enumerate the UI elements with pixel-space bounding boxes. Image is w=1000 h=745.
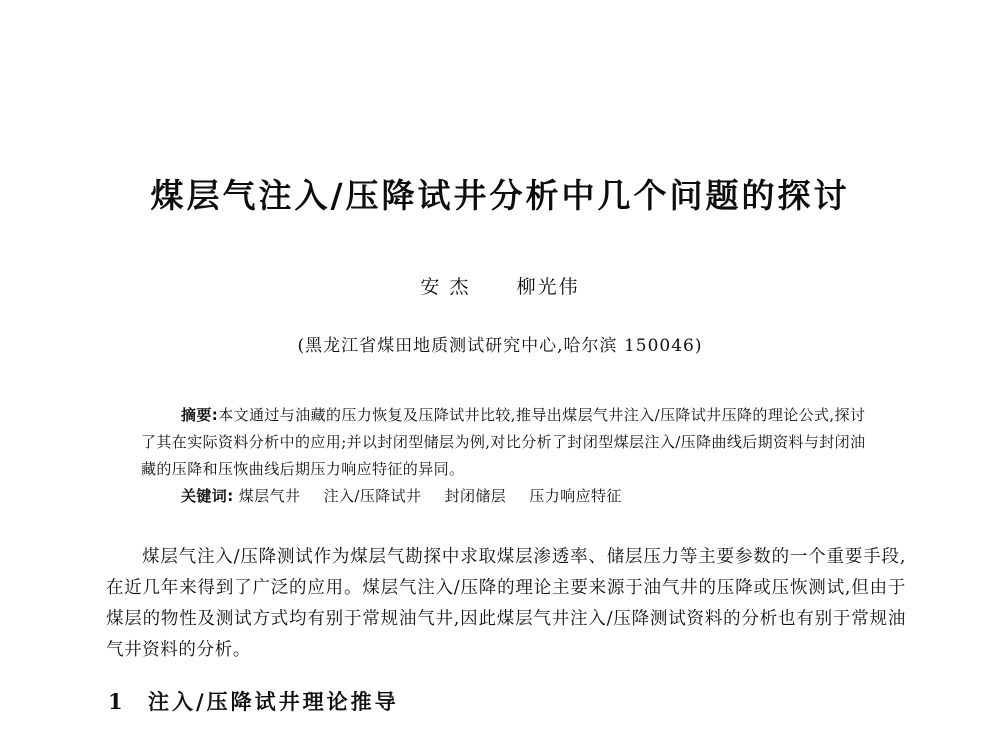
- keyword: 煤层气井: [238, 487, 301, 505]
- abstract-text: 本文通过与油藏的压力恢复及压降试井比较,推导出煤层气井注入/压降试井压降的理论公式,探讨了其在实际资料分析中的应用;并以封闭型储层为例,对比分析了封闭型煤层注入/压降曲线后期资料与封闭油藏的压降和压恢曲线后期压力响应特征的异同。: [141, 406, 866, 478]
- keywords-label: 关键词:: [181, 487, 234, 505]
- keyword: 注入/压降试井: [323, 487, 422, 505]
- section-heading: [108, 686, 399, 716]
- section-title: 注入/压降试井理论推导: [148, 689, 399, 714]
- keywords-line: [181, 485, 871, 506]
- author-name: 柳光伟: [516, 276, 580, 298]
- author-affiliation: (黑龙江省煤田地质测试研究中心,哈尔滨 150046): [297, 336, 703, 356]
- section-number: 1: [108, 689, 126, 714]
- paper-title: 煤层气注入/压降试井分析中几个问题的探讨: [150, 176, 850, 215]
- author-name: 安 杰: [420, 276, 471, 298]
- author-list: [0, 272, 1000, 299]
- body-paragraph: 煤层气注入/压降测试作为煤层气勘探中求取煤层渗透率、储层压力等主要参数的一个重要手段,在近几年来得到了广泛的应用。煤层气注入/压降的理论主要来源于油气井的压降或压恢测试,但由于煤层的物性及测试方式均有别于常规油气井,因此煤层气井注入/压降测试资料的分析也有别于常规油气井资料的分析。: [106, 547, 906, 660]
- keyword: 压力响应特征: [529, 487, 622, 505]
- abstract-label: 摘要:: [181, 406, 219, 424]
- keyword: 封闭储层: [444, 487, 507, 505]
- abstract-block: [141, 402, 871, 483]
- body-text: [106, 542, 906, 666]
